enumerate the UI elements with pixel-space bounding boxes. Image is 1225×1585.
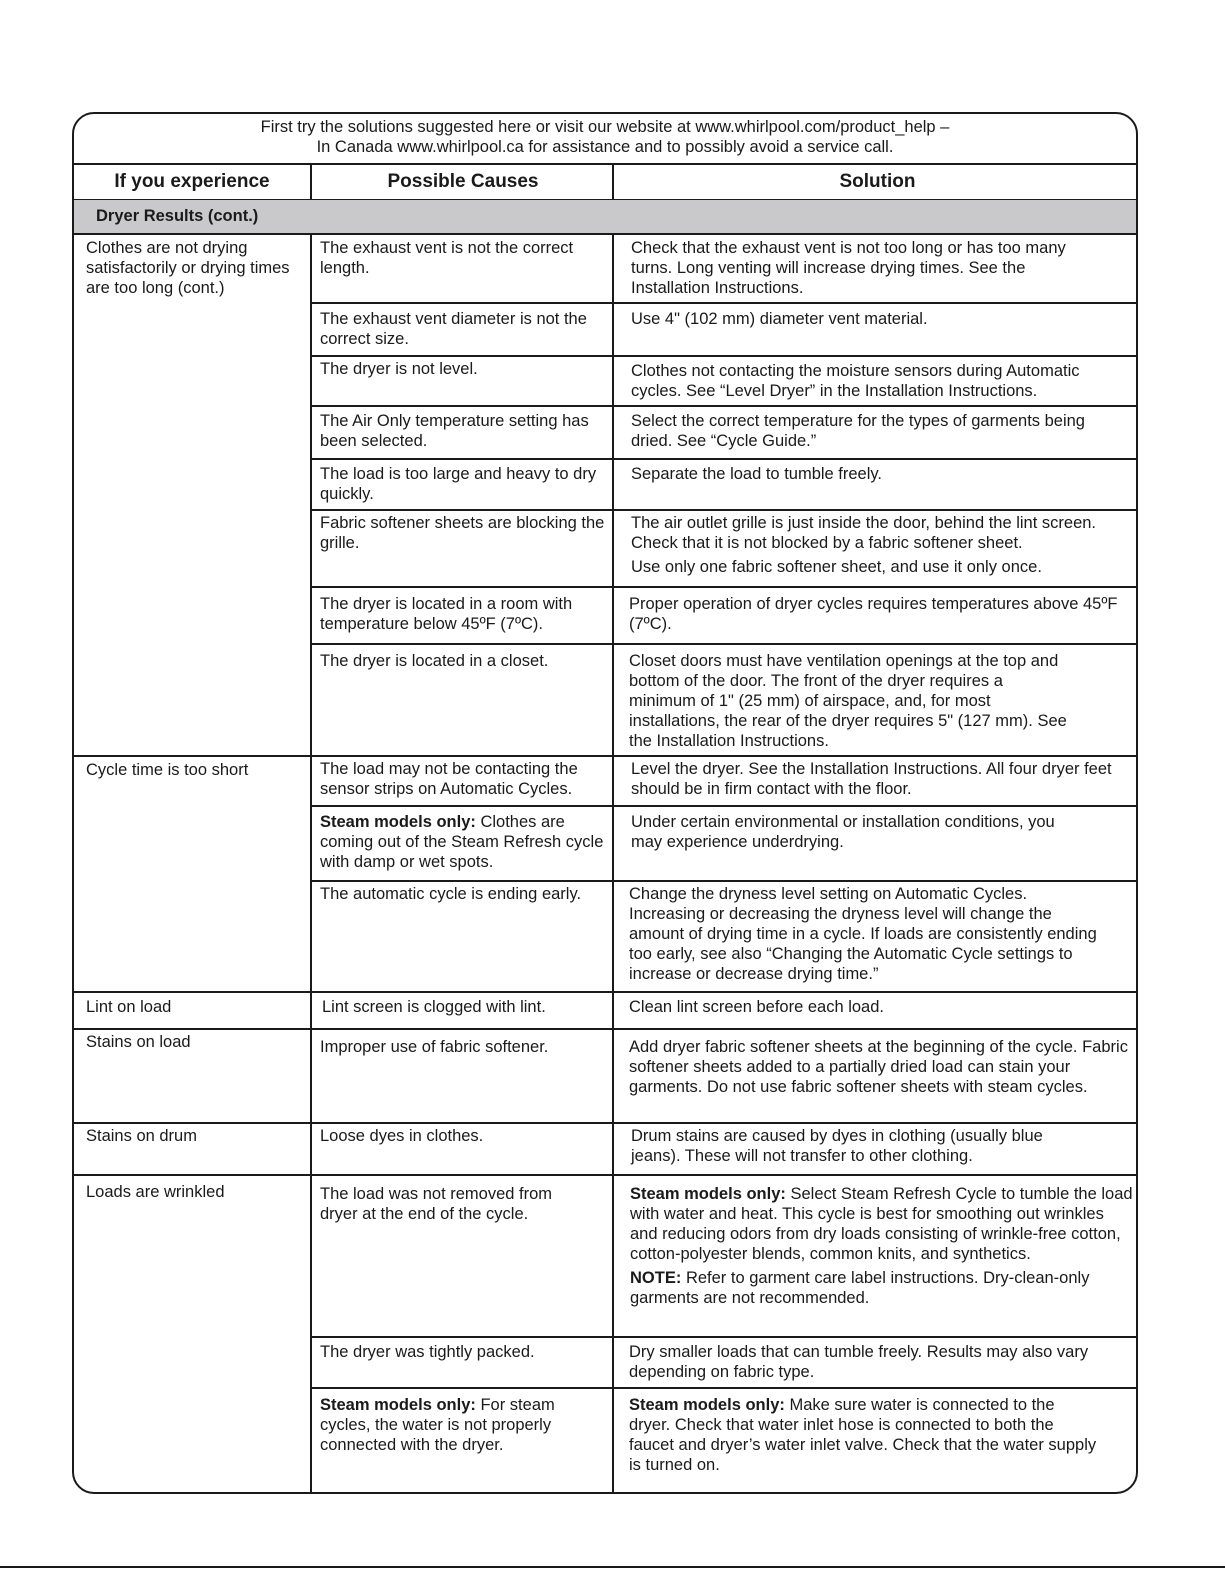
solution-text: Select the correct temperature for the types of garments being dried. See “Cycle Guide.”	[631, 412, 1085, 450]
solution-text: Clothes not contacting the moisture sensors during Automatic cycles. See “Level Dryer” in the Installation Instructions.	[631, 362, 1080, 400]
solution-paragraph	[630, 1184, 1135, 1264]
note-text: Refer to garment care label instructions. Dry-clean-only garments are not recommended.	[630, 1269, 1090, 1307]
cause-text: The dryer is not level.	[320, 360, 478, 378]
solution-text: Drum stains are caused by dyes in clothing (usually blue jeans). These will not transfer to other clothing.	[631, 1127, 1043, 1165]
cause-text: The load may not be contacting the sensor strips on Automatic Cycles.	[320, 760, 578, 798]
cause-text: The load is too large and heavy to dry quickly.	[320, 465, 597, 503]
solution-text: Add dryer fabric softener sheets at the beginning of the cycle. Fabric softener sheets added to a partially dried load can stain your garments. Do not use fabric softener sheets with steam cycles.	[629, 1038, 1128, 1096]
solution-paragraph: The air outlet grille is just inside the door, behind the lint screen. Check that it is not blocked by a fabric softener sheet.	[631, 514, 1097, 552]
cause-text: The dryer is located in a room with temperature below 45ºF (7ºC).	[320, 595, 573, 633]
section-title: Dryer Results (cont.)	[96, 207, 259, 225]
divider	[310, 509, 1138, 511]
divider	[74, 991, 1136, 993]
cause-text: The exhaust vent diameter is not the correct size.	[320, 310, 587, 348]
solution-detail: Make sure water is connected to the dryer. Check that water inlet hose is connected to both the faucet and dryer’s water inlet valve. Check that the water supply is turned on.	[629, 1396, 1097, 1474]
divider	[74, 1122, 1136, 1124]
intro-line-1: First try the solutions suggested here or visit our website at www.whirlpool.com/product_help –	[260, 118, 950, 136]
divider	[310, 355, 1138, 357]
solution-text: Under certain environmental or installation conditions, you may experience underdrying.	[631, 813, 1055, 851]
divider	[612, 163, 614, 200]
steam-only-label: Steam models only:	[320, 1396, 476, 1414]
cause-text	[320, 1395, 605, 1455]
note-paragraph	[630, 1268, 1135, 1308]
divider	[310, 1336, 1138, 1338]
divider	[310, 1387, 1138, 1389]
experience-label: Stains on drum	[86, 1127, 197, 1145]
cause-detail: For steam cycles, the water is not properly connected with the dryer.	[320, 1396, 555, 1454]
cause-text	[320, 812, 605, 872]
solution-text: Level the dryer. See the Installation Instructions. All four dryer feet should be in firm contact with the floor.	[631, 760, 1112, 798]
solution-text	[631, 513, 1136, 581]
solution-detail: Select Steam Refresh Cycle to tumble the load with water and heat. This cycle is best for smoothing out wrinkles and reducing odors from dry loads consisting of wrinkle-free cotton, cotton-polyester blends, common knits, and synthetics.	[630, 1185, 1133, 1263]
solution-text	[629, 1395, 1099, 1475]
page-bottom-rule	[0, 1566, 1225, 1568]
cause-text: The dryer is located in a closet.	[320, 652, 549, 670]
column-header-experience: If you experience	[114, 171, 270, 192]
column-header-solution: Solution	[839, 171, 916, 192]
experience-label: Cycle time is too short	[86, 761, 249, 779]
steam-only-label: Steam models only:	[320, 813, 476, 831]
steam-only-label: Steam models only:	[629, 1396, 785, 1414]
cause-text: The load was not removed from dryer at the end of the cycle.	[320, 1185, 553, 1223]
cause-text: The dryer was tightly packed.	[320, 1343, 535, 1361]
divider	[310, 302, 1138, 304]
cause-text: Fabric softener sheets are blocking the grille.	[320, 514, 605, 552]
divider	[74, 1174, 1136, 1176]
experience-label: Stains on load	[86, 1033, 191, 1051]
divider	[612, 233, 614, 1494]
divider	[310, 458, 1138, 460]
cause-text: The automatic cycle is ending early.	[320, 885, 582, 903]
cause-text: The Air Only temperature setting has been selected.	[320, 412, 589, 450]
divider	[310, 233, 312, 1494]
solution-text	[630, 1184, 1135, 1312]
divider	[310, 643, 1138, 645]
cause-text: Loose dyes in clothes.	[320, 1127, 484, 1145]
solution-text: Change the dryness level setting on Automatic Cycles. Increasing or decreasing the dryness level will change the amount of drying time in a cycle. If loads are consistently ending too early, see also “Changing the Automatic Cycle settings to increase or decrease drying time.”	[629, 885, 1097, 983]
solution-text: Separate the load to tumble freely.	[631, 465, 883, 483]
solution-text: Clean lint screen before each load.	[629, 998, 884, 1016]
steam-only-label: Steam models only:	[630, 1185, 786, 1203]
cause-text: Improper use of fabric softener.	[320, 1038, 549, 1056]
solution-text: Closet doors must have ventilation openings at the top and bottom of the door. The front of the dryer requires a minimum of 1" (25 mm) of airspace, and, for most installations, the rear of the dryer requires 5" (127 mm). See the Installation Instructions.	[629, 652, 1067, 750]
experience-label: Lint on load	[86, 998, 172, 1016]
section-header	[74, 200, 1136, 233]
divider	[310, 805, 1138, 807]
column-header-causes: Possible Causes	[387, 171, 539, 192]
cause-text: Lint screen is clogged with lint.	[322, 998, 546, 1016]
cause-text: The exhaust vent is not the correct length.	[320, 239, 574, 277]
divider	[310, 586, 1138, 588]
note-label: NOTE:	[630, 1269, 682, 1287]
solution-text: Dry smaller loads that can tumble freely. Results may also vary depending on fabric type.	[629, 1343, 1089, 1381]
divider	[310, 405, 1138, 407]
divider	[310, 880, 1138, 882]
divider	[74, 1028, 1136, 1030]
solution-paragraph: Use only one fabric softener sheet, and use it only once.	[631, 558, 1042, 576]
divider	[74, 233, 1136, 235]
cause-detail: Clothes are coming out of the Steam Refresh cycle with damp or wet spots.	[320, 813, 604, 871]
troubleshooting-table	[72, 112, 1138, 1494]
solution-text: Check that the exhaust vent is not too long or has too many turns. Long venting will increase drying times. See the Installation Instructions.	[631, 239, 1066, 297]
divider	[310, 163, 312, 200]
intro-text	[74, 114, 1136, 164]
solution-text: Use 4" (102 mm) diameter vent material.	[631, 310, 928, 328]
experience-label: Loads are wrinkled	[86, 1183, 225, 1201]
solution-text: Proper operation of dryer cycles requires temperatures above 45ºF (7ºC).	[629, 595, 1118, 633]
intro-line-2: In Canada www.whirlpool.ca for assistance and to possibly avoid a service call.	[316, 138, 894, 156]
divider	[74, 755, 1136, 757]
experience-label: Clothes are not drying satisfactorily or drying times are too long (cont.)	[86, 239, 290, 297]
